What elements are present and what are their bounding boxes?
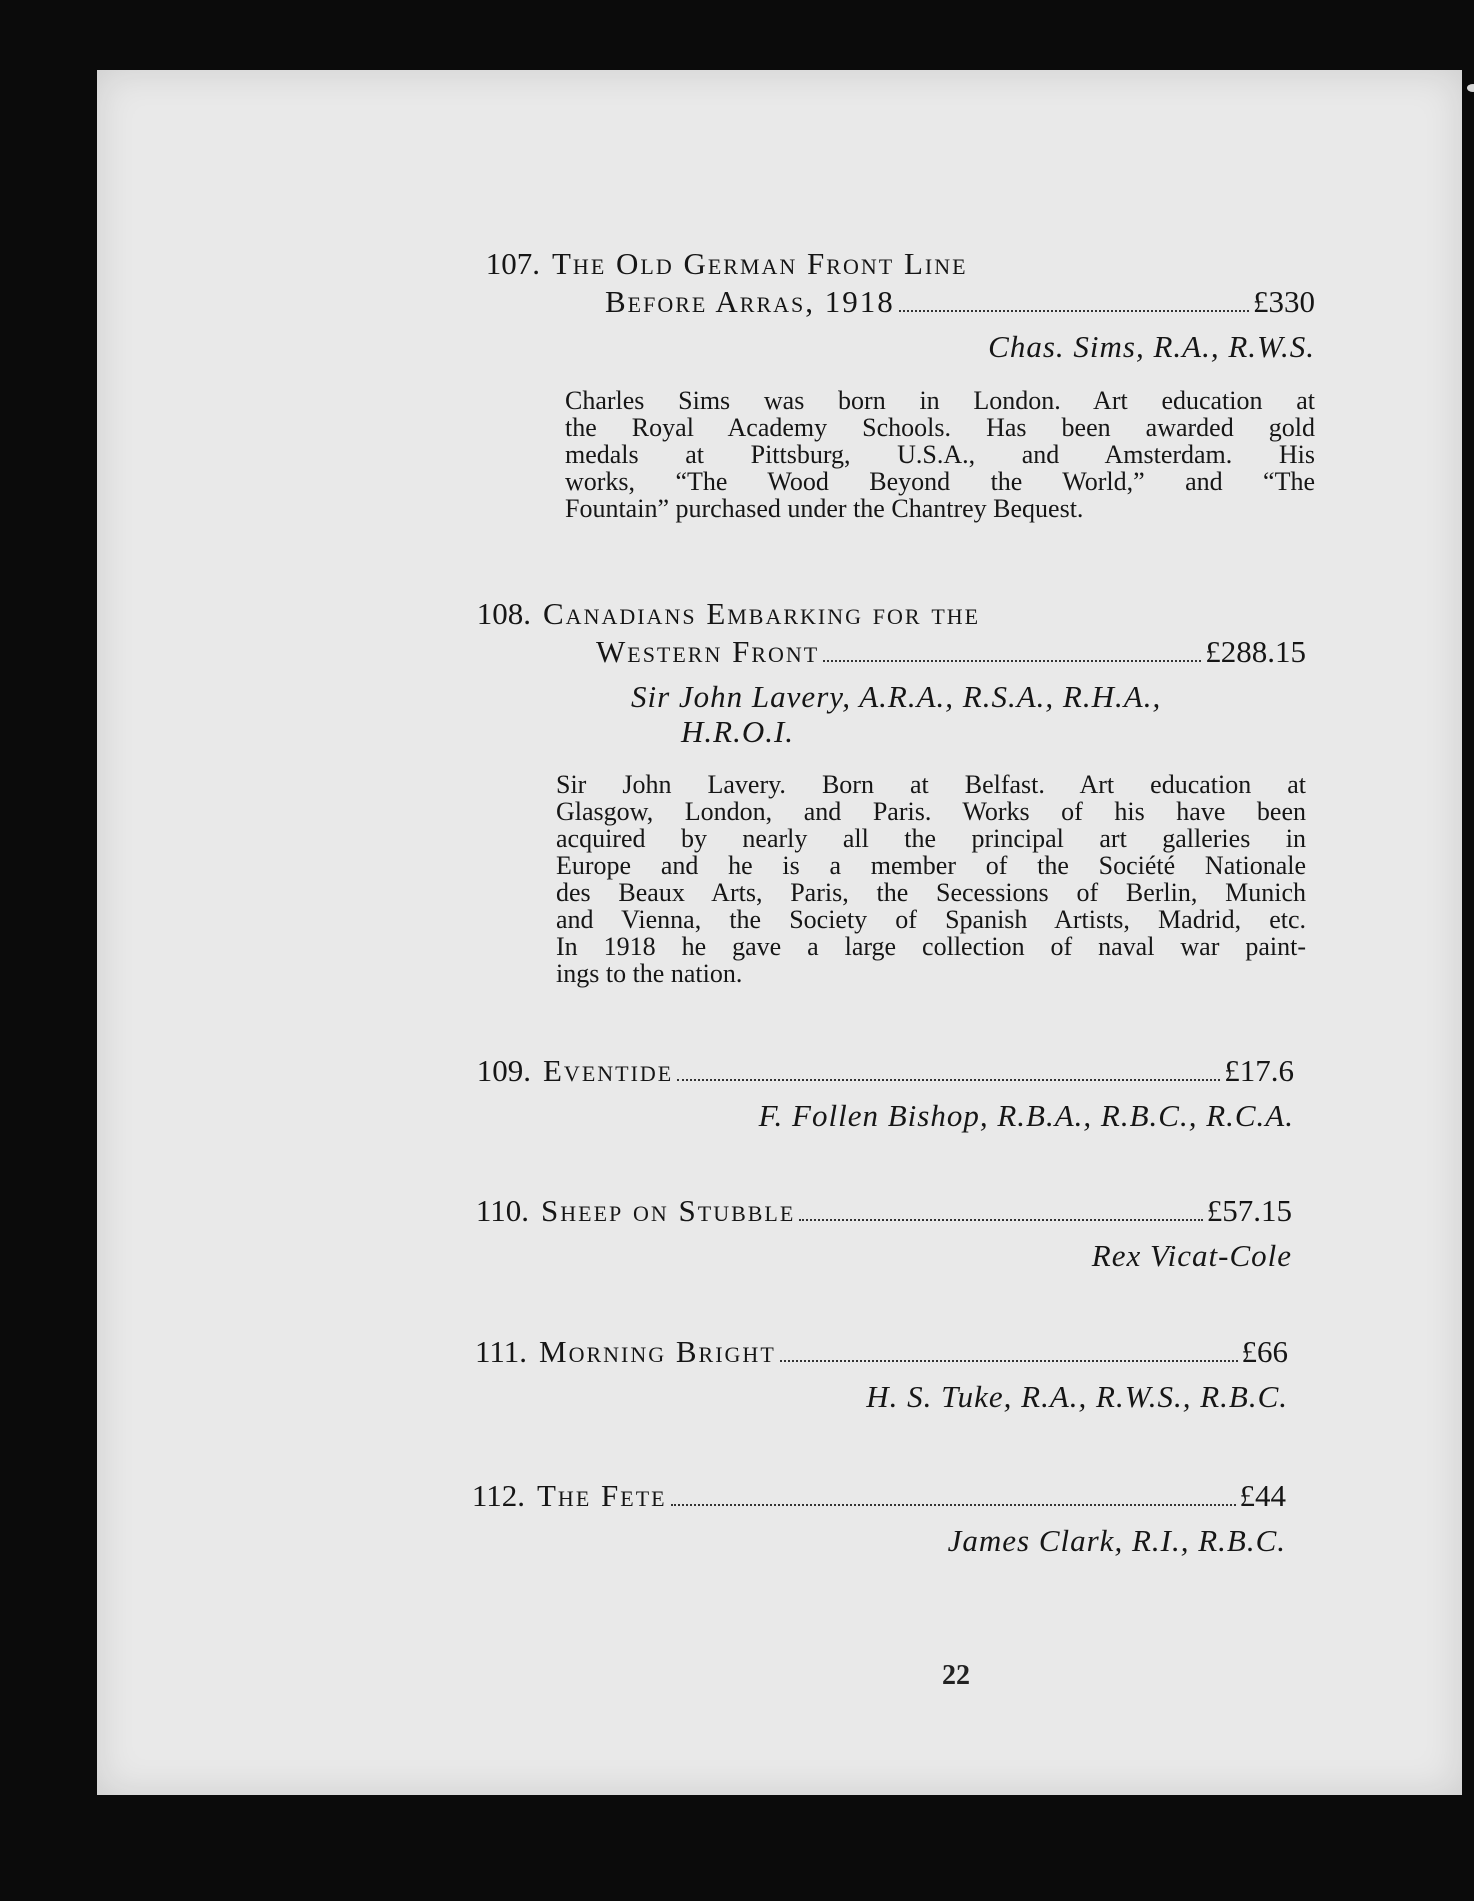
entry-number: 107.: [485, 246, 540, 281]
bio-line: des Beaux Arts, Paris, the Secessions of Berlin, Munich: [556, 878, 1306, 907]
entry-title: Morning Bright: [539, 1334, 776, 1369]
entry-price: £57.15: [1206, 1193, 1292, 1228]
entry-price: £17.6: [1224, 1053, 1294, 1088]
entry-artist: H. S. Tuke, R.A., R.W.S., R.B.C.: [866, 1379, 1288, 1414]
entry-title: Sheep on Stubble: [541, 1193, 796, 1228]
entry-price: £288.15: [1205, 634, 1306, 669]
bio-line: the Royal Academy Schools. Has been awarded gold: [565, 413, 1315, 442]
catalogue-entry-111: [442, 1333, 1288, 1415]
page-number: 22: [942, 1660, 970, 1691]
entry-title: Eventide: [543, 1053, 674, 1088]
entry-number: 109.: [476, 1053, 531, 1088]
bio-line: medals at Pittsburg, U.S.A., and Amsterdam. His: [565, 440, 1315, 469]
bio-line: Glasgow, London, and Paris. Works of his have been: [556, 797, 1306, 826]
entry-number: 111.: [475, 1334, 527, 1369]
entry-number: 112.: [471, 1478, 525, 1513]
entry-artist: F. Follen Bishop, R.B.A., R.B.C., R.C.A.: [758, 1098, 1294, 1133]
entry-title-line1: The Old German Front Line: [552, 246, 968, 281]
catalogue-entry-107: [455, 245, 1315, 522]
entry-artist: Rex Vicat-Cole: [1091, 1238, 1292, 1273]
book-page: [97, 70, 1462, 1795]
bio-line: acquired by nearly all the principal art galleries in: [556, 824, 1306, 853]
dot-leader: [780, 1359, 1238, 1362]
entry-biography: [446, 771, 1306, 987]
entry-artist-line1: Sir John Lavery, A.R.A., R.S.A., R.H.A.,: [631, 679, 1162, 714]
bio-line: In 1918 he gave a large collection of naval war paint-: [556, 932, 1306, 961]
bio-line: Europe and he is a member of the Société Nationale: [556, 851, 1306, 880]
dot-leader: [671, 1503, 1236, 1506]
catalogue-entry-108: [446, 595, 1306, 987]
entry-artist: James Clark, R.I., R.B.C.: [947, 1523, 1286, 1558]
entry-biography: [455, 387, 1315, 522]
dot-leader: [677, 1078, 1220, 1081]
entry-price: £66: [1241, 1334, 1288, 1369]
entry-artist-line2: H.R.O.I.: [681, 714, 795, 749]
entry-title: The Fete: [537, 1478, 667, 1513]
entry-price: £330: [1253, 284, 1315, 319]
entry-title-line1: Canadians Embarking for the: [543, 596, 981, 631]
dot-leader: [899, 309, 1249, 312]
dot-leader: [823, 659, 1201, 662]
scan-speck: [1467, 84, 1474, 92]
catalogue-entry-109: [446, 1052, 1294, 1134]
entry-price: £44: [1239, 1478, 1286, 1513]
bio-line: and Vienna, the Society of Spanish Artists, Madrid, etc.: [556, 905, 1306, 934]
entry-number: 108.: [476, 596, 531, 631]
bio-line: Sir John Lavery. Born at Belfast. Art education at: [556, 770, 1306, 799]
catalogue-entry-110: [444, 1192, 1292, 1274]
bio-line: works, “The Wood Beyond the World,” and “The: [565, 467, 1315, 496]
bio-line: Charles Sims was born in London. Art education at: [565, 386, 1315, 415]
entry-artist: Chas. Sims, R.A., R.W.S.: [988, 329, 1315, 364]
catalogue-entry-112: [440, 1477, 1286, 1559]
bio-line: Fountain” purchased under the Chantrey Bequest.: [565, 494, 1084, 523]
entry-title-line2: Before Arras, 1918: [605, 284, 895, 319]
entry-title-line2: Western Front: [596, 634, 820, 669]
bio-line: ings to the nation.: [556, 959, 743, 988]
entry-number: 110.: [475, 1193, 529, 1228]
dot-leader: [799, 1218, 1202, 1221]
